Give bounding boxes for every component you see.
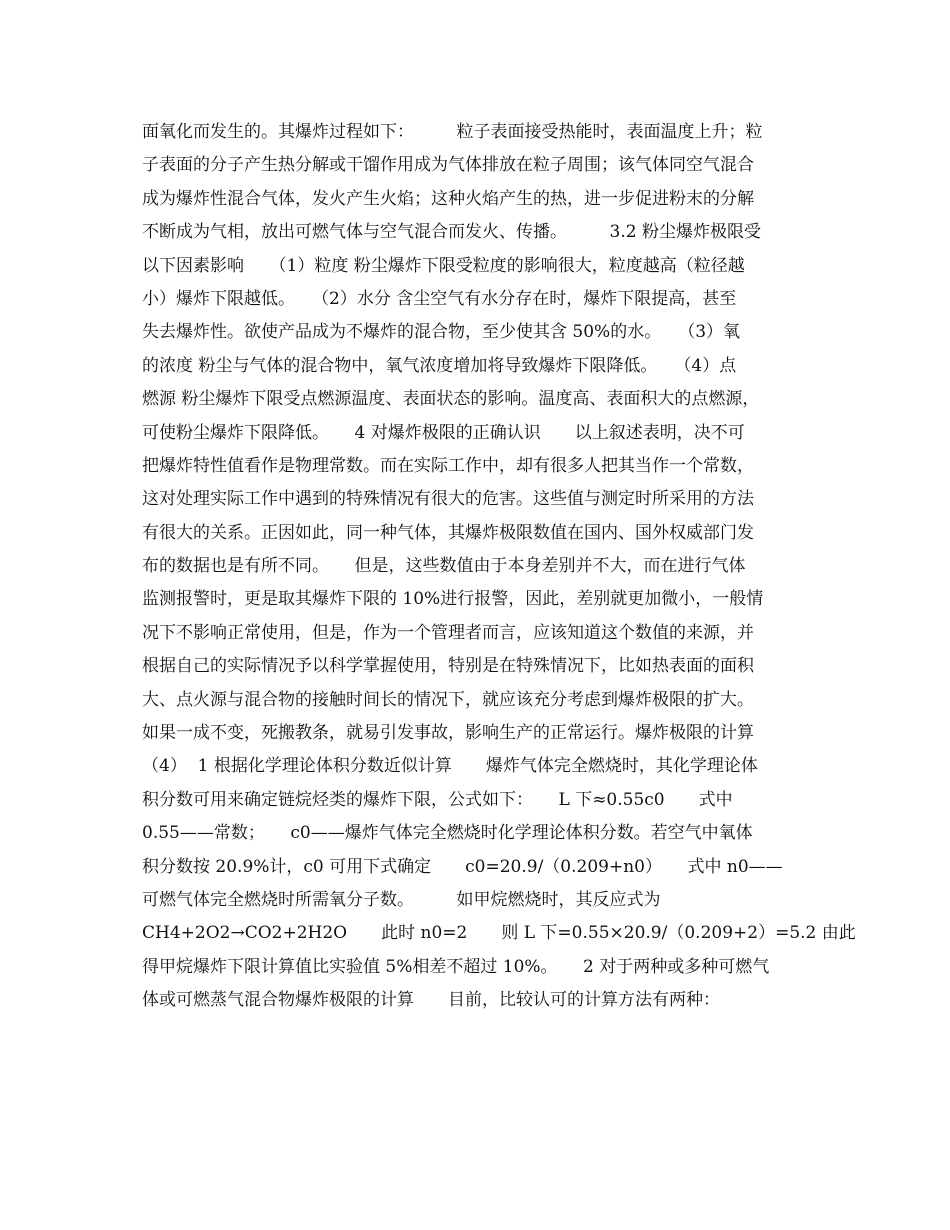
text-line: 大、点火源与混合物的接触时间长的情况下，就应该充分考虑到爆炸极限的扩大。 — [142, 689, 754, 710]
text-line: 如果一成不变，死搬教条，就易引发事故，影响生产的正常运行。爆炸极限的计算 — [142, 723, 754, 744]
text-line: 的浓度 粉尘与气体的混合物中，氧气浓度增加将导致爆炸下限降低。 （4）点 — [142, 355, 737, 376]
text-line: 有很大的关系。正因如此，同一种气体，其爆炸极限数值在国内、国外权威部门发 — [142, 522, 754, 543]
text-line: 失去爆炸性。欲使产品成为不爆炸的混合物，至少使其含 50%的水。 （3）氧 — [142, 322, 741, 343]
text-line: 成为爆炸性混合气体，发火产生火焰；这种火焰产生的热，进一步促进粉末的分解 — [142, 188, 754, 209]
text-line: 体或可燃蒸气混合物爆炸极限的计算 目前，比较认可的计算方法有两种： — [142, 990, 720, 1011]
text-line: 把爆炸特性值看作是物理常数。而在实际工作中，却有很多人把其当作一个常数， — [142, 455, 754, 476]
text-line: 子表面的分子产生热分解或干馏作用成为气体排放在粒子周围；该气体同空气混合 — [142, 155, 754, 176]
text-line: 布的数据也是有所不同。 但是，这些数值由于本身差别并不大，而在进行气体 — [142, 556, 746, 577]
text-line: 不断成为气相，放出可燃气体与空气混合而发火、传播。 3.2 粉尘爆炸极限受 — [142, 222, 761, 243]
text-line: 监测报警时，更是取其爆炸下限的 10%进行报警，因此，差别就更加微小，一般情 — [142, 589, 764, 610]
text-line: 得甲烷爆炸下限计算值比实验值 5%相差不超过 10%。 2 对于两种或多种可燃气 — [142, 956, 770, 977]
text-line: 燃源 粉尘爆炸下限受点燃源温度、表面状态的影响。温度高、表面积大的点燃源， — [142, 389, 760, 410]
text-line: 积分数可用来确定链烷烃类的爆炸下限，公式如下： L 下≈0.55c0 式中 — [142, 789, 733, 810]
body-text — [142, 116, 856, 1018]
text-line: 可燃气体完全燃烧时所需氧分子数。 如甲烷燃烧时，其反应式为 — [142, 889, 661, 910]
text-line: 小）爆炸下限越低。 （2）水分 含尘空气有水分存在时，爆炸下限提高，甚至 — [142, 288, 737, 309]
text-line: （4） 1 根据化学理论体积分数近似计算 爆炸气体完全燃烧时，其化学理论体 — [142, 756, 758, 777]
text-line: 况下不影响正常使用，但是，作为一个管理者而言，应该知道这个数值的来源，并 — [142, 622, 754, 643]
text-line: 积分数按 20.9%计，c0 可用下式确定 c0=20.9/（0.209+n0） 式中 n0—— — [142, 856, 783, 877]
text-line: 以下因素影响 （1）粒度 粉尘爆炸下限受粒度的影响很大，粒度越高（粒径越 — [142, 255, 745, 276]
text-line: CH4+2O2→CO2+2H2O 此时 n0=2 则 L 下=0.55×20.9/（0.209+2）=5.2 由此 — [142, 923, 856, 944]
text-line: 根据自己的实际情况予以科学掌握使用，特别是在特殊情况下，比如热表面的面积 — [142, 656, 754, 677]
text-line: 0.55——常数； c0——爆炸气体完全燃烧时化学理论体积分数。若空气中氧体 — [142, 823, 753, 844]
text-line: 这对处理实际工作中遇到的特殊情况有很大的危害。这些值与测定时所采用的方法 — [142, 489, 754, 510]
text-line: 可使粉尘爆炸下限降低。 4 对爆炸极限的正确认识 以上叙述表明，决不可 — [142, 422, 745, 443]
text-line: 面氧化而发生的。其爆炸过程如下： 粒子表面接受热能时，表面温度上升；粒 — [142, 122, 763, 142]
